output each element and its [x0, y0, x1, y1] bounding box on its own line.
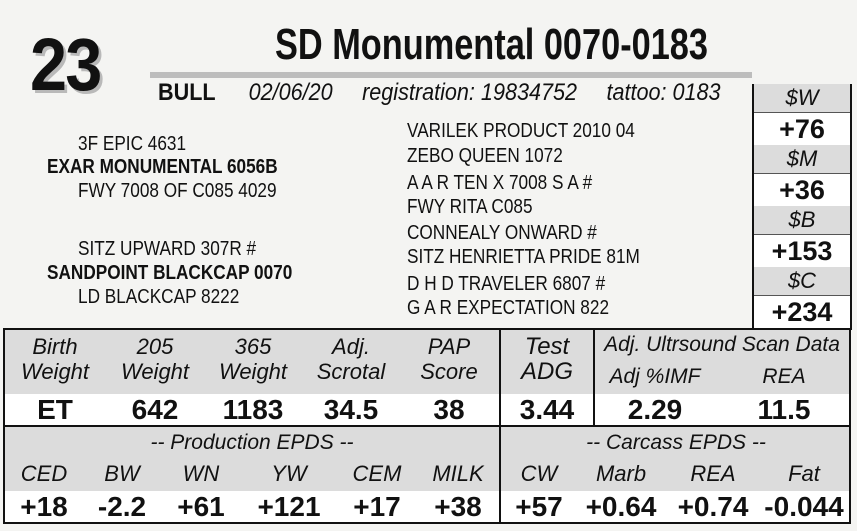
- value-ultrasound-rea: 11.5: [757, 394, 811, 425]
- pedigree-outer-item: FWY RITA C085: [407, 196, 533, 218]
- production-epds-title: -- Production EPDS --: [150, 431, 354, 454]
- value-bw: -2.2: [97, 491, 147, 522]
- pedigree-outer-item: G A R EXPECTATION 822: [407, 297, 610, 319]
- header-line: Scrotal: [316, 359, 386, 384]
- header-birth-weight: [5, 334, 105, 384]
- header-line: ADG: [520, 358, 573, 385]
- index-value-b: +153: [754, 234, 850, 268]
- value-test-adg: 3.44: [519, 394, 575, 425]
- birth-date: 02/06/20: [248, 79, 333, 106]
- pedigree-outer-item: SITZ HENRIETTA PRIDE 81M: [407, 246, 640, 268]
- value-birth-weight: ET: [37, 394, 73, 425]
- pedigree-sire-dam: FWY 7008 OF C085 4029: [78, 180, 277, 202]
- header-ultrasound-rea: REA: [762, 365, 806, 388]
- value-marb: +0.64: [585, 491, 657, 522]
- header-205-weight: [105, 334, 205, 384]
- animal-name: SD Monumental 0070-0183: [275, 20, 708, 69]
- value-cw: +57: [515, 491, 563, 522]
- title-underline: [150, 72, 752, 78]
- value-adj-scrotal: 34.5: [323, 394, 379, 425]
- value-carcass-rea: +0.74: [677, 491, 749, 522]
- header-marb: Marb: [595, 461, 647, 486]
- pedigree-outer-item: CONNEALY ONWARD #: [407, 222, 597, 244]
- carcass-epds-title: -- Carcass EPDS --: [586, 431, 766, 454]
- pedigree-outer-item: D H D TRAVELER 6807 #: [407, 273, 606, 295]
- pedigree-dam-sire: SITZ UPWARD 307R #: [78, 238, 257, 260]
- header-line: 365: [234, 334, 272, 359]
- header-milk: MILK: [432, 461, 484, 486]
- header-ultrasound-title: Adj. Ultrsound Scan Data: [604, 333, 840, 356]
- dollar-index-column: [752, 84, 852, 330]
- divider: [499, 427, 501, 522]
- header-line: Adj.: [332, 334, 370, 359]
- header-pap-score: [401, 334, 497, 384]
- value-fat: -0.044: [764, 491, 844, 522]
- sex-label: BULL: [158, 79, 216, 106]
- index-label-b: $B: [754, 206, 850, 234]
- header-cem: CEM: [352, 461, 402, 486]
- lot-number: 23: [30, 23, 101, 106]
- index-value-c: +234: [754, 295, 850, 329]
- value-365-weight: 1183: [222, 394, 284, 425]
- index-value-m: +36: [754, 173, 850, 207]
- divider: [499, 330, 501, 425]
- header-adj-scrotal: [301, 334, 401, 384]
- header-365-weight: [205, 334, 301, 384]
- header-cw: CW: [520, 461, 558, 486]
- performance-table: [3, 328, 851, 427]
- header-ced: CED: [20, 461, 68, 486]
- header-line: Weight: [218, 359, 288, 384]
- value-wn: +61: [177, 491, 225, 522]
- value-yw: +121: [257, 491, 321, 522]
- header-line: Weight: [20, 359, 90, 384]
- index-value-w: +76: [754, 112, 850, 146]
- header-yw: YW: [271, 461, 307, 486]
- pedigree-outer-item: A A R TEN X 7008 S A #: [407, 172, 593, 194]
- value-adj-imf: 2.29: [627, 394, 683, 425]
- pedigree-sire-sire: 3F EPIC 4631: [78, 133, 187, 155]
- header-line: Birth: [32, 334, 78, 359]
- epd-table: [3, 425, 851, 524]
- header-line: Score: [420, 359, 478, 384]
- header-line: Test: [524, 333, 570, 360]
- index-label-w: $W: [754, 84, 850, 112]
- animal-info-line: [158, 79, 744, 107]
- pedigree-outer-item: VARILEK PRODUCT 2010 04: [407, 120, 635, 142]
- header-wn: WN: [182, 461, 220, 486]
- pedigree-sire: EXAR MONUMENTAL 6056B: [47, 156, 278, 178]
- pedigree-outer-item: ZEBO QUEEN 1072: [407, 145, 563, 167]
- tattoo: tattoo: 0183: [606, 79, 721, 106]
- pedigree-dam: SANDPOINT BLACKCAP 0070: [47, 262, 293, 284]
- index-label-c: $C: [754, 267, 850, 295]
- header-bw: BW: [104, 461, 140, 486]
- header-fat: Fat: [788, 461, 820, 486]
- pedigree-dam-dam: LD BLACKCAP 8222: [78, 286, 240, 308]
- header-line: PAP: [427, 334, 471, 359]
- index-label-m: $M: [754, 145, 850, 173]
- value-cem: +17: [353, 491, 401, 522]
- value-ced: +18: [20, 491, 68, 522]
- value-pap-score: 38: [433, 394, 465, 425]
- header-adj-imf: Adj %IMF: [609, 365, 701, 388]
- registration-number: registration: 19834752: [362, 79, 578, 106]
- header-carcass-rea: REA: [690, 461, 736, 486]
- header-test-adg: [503, 334, 591, 384]
- divider: [593, 330, 595, 425]
- header-line: 205: [136, 334, 174, 359]
- header-line: Weight: [120, 359, 190, 384]
- value-205-weight: 642: [131, 394, 179, 425]
- value-milk: +38: [434, 491, 482, 522]
